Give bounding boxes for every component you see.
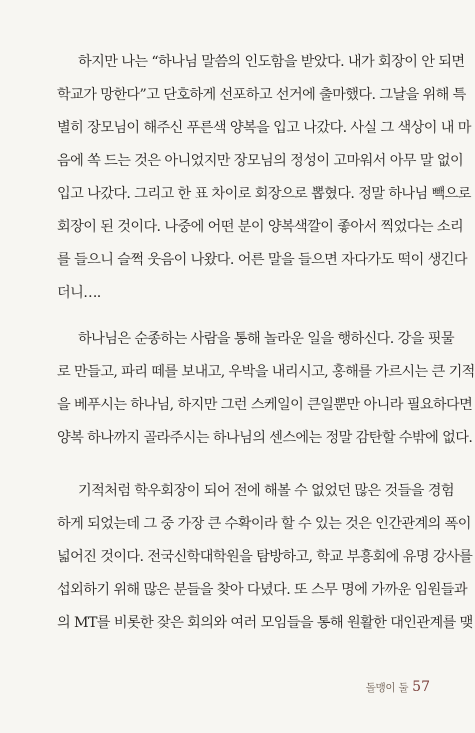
text-line: 섭외하기 위해 많은 분들을 찾아 다녔다. 또 스무 명에 가까운 임원들과 [57,582,467,598]
text-line: 별히 장모님이 해주신 푸른색 양복을 입고 나갔다. 사실 그 색상이 내 마 [57,120,471,136]
section-title: 돌맹이 둘 [365,682,409,694]
page-footer [366,679,430,695]
text-line: 음에 쏙 드는 것은 아니었지만 장모님의 정성이 고마워서 아무 말 없이 [57,153,464,169]
paragraph-1 [57,46,471,310]
text-line: 하지만 나는 “하나님 말씀의 인도함을 받았다. 내가 회장이 안 되면 [78,54,465,70]
text-line: 하나님은 순종하는 사람을 통해 놀라운 일을 행하신다. 강을 핏물 [78,331,454,347]
text-line: 입고 나갔다. 그리고 한 표 차이로 회장으로 뽑혔다. 정말 하나님 빽으로 [57,186,471,202]
paragraph-3 [57,475,473,640]
text-line: 를 들으니 슬쩍 웃음이 나왔다. 어른 말을 들으면 자다가도 떡이 생긴다 [57,252,467,268]
paragraph-2 [57,323,475,455]
text-line: 로 만들고, 파리 떼를 보내고, 우박을 내리시고, 홍해를 가르시는 큰 기적 [57,364,475,380]
text-line: 양복 하나까지 골라주시는 하나님의 센스에는 정말 감탄할 수밖에 없다. [57,430,473,446]
text-line: 넓어진 것이다. 전국신학대학원을 탐방하고, 학교 부흥회에 유명 강사를 [57,549,473,565]
text-line: 회장이 된 것이다. 나중에 어떤 분이 양복색깔이 좋아서 찍었다는 소리 [57,219,464,235]
text-line: 하게 되었는데 그 중 가장 큰 수확이라 할 수 있는 것은 인간관계의 폭이 [57,516,471,532]
text-line: 을 베푸시는 하나님, 하지만 그런 스케일이 큰일뿐만 아니라 필요하다면 [57,397,473,413]
text-line: 의 MT를 비롯한 잦은 회의와 여러 모임들을 통해 원활한 대인관계를 맺 [57,615,473,631]
text-line: 기적처럼 학우회장이 되어 전에 해볼 수 없었던 많은 것들을 경험 [78,483,454,499]
text-line: 더니…. [57,285,101,301]
page-number: 57 [412,679,430,695]
text-line: 학교가 망한다”고 단호하게 선포하고 선거에 출마했다. 그날을 위해 특 [57,87,466,103]
